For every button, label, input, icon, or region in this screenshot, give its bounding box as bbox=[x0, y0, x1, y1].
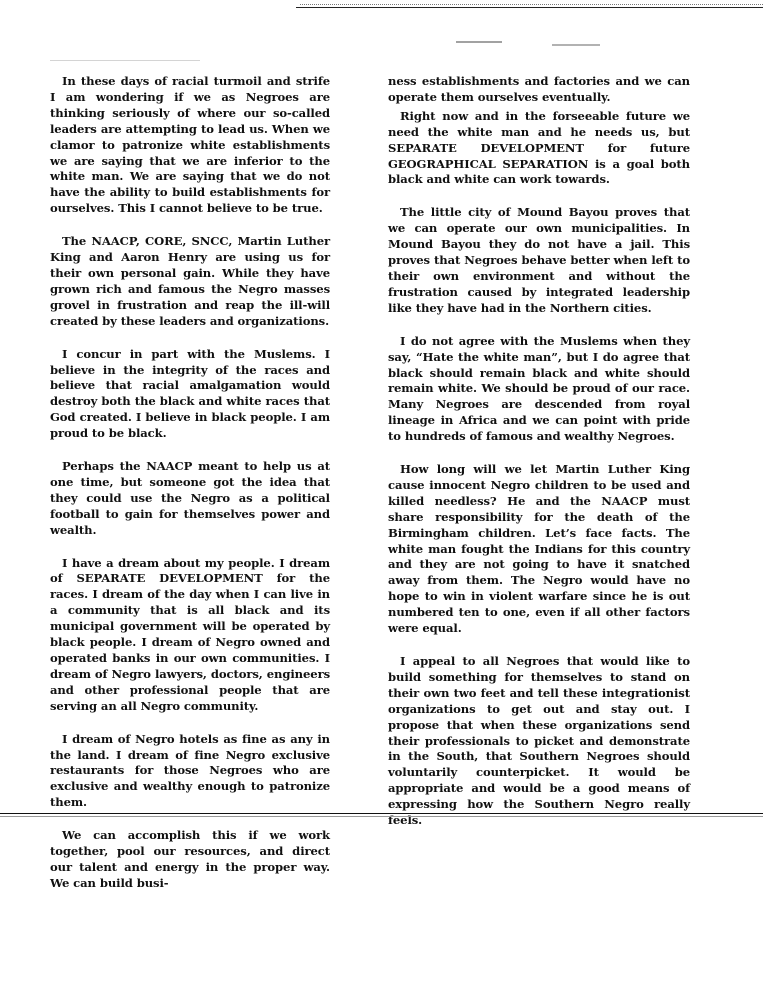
paragraph: ness establishments and factories and we can operate them ourselves eventually. bbox=[388, 74, 690, 104]
paragraph: I do not agree with the Muslems when they say, “Hate the white man”, but I do agree that black should remain black and white should remain white. We should be proud of our race. Many Negroes are descended from royal lineage in Africa and we can point with pride to hundreds of famous and wealthy Negroes. bbox=[388, 333, 690, 444]
paragraph: I appeal to all Negroes that would like to build something for themselves to stand on their own two feet and tell these integrationist organizations to get out and stay out. I propose that when these organizations send their professionals to picket and demonstrate in the South, that Southern Negroes should voluntarily counterpicket. It would be appropriate and would be a good means of expressing how the Southern Negro really feels. bbox=[388, 654, 690, 828]
bottom-rule bbox=[0, 813, 763, 814]
scan-mark bbox=[552, 44, 600, 46]
top-dotted-rule bbox=[300, 4, 763, 5]
paragraph: Perhaps the NAACP meant to help us at one time, but someone got the idea that they could use the Negro as a political football to gain for themselves power and wealth. bbox=[50, 459, 330, 537]
paragraph: In these days of racial turmoil and strife I am wondering if we as Negroes are thinking seriously of where our so-called leaders are attempting to lead us. When we clamor to patronize white establishments we are saying that we are inferior to the white man. We are saying that we do not have the ability to build establishments for ourselves. This I cannot believe to be true. bbox=[50, 74, 330, 216]
paragraph: Right now and in the forseeable future we need the white man and he needs us, but SEPARATE DEVELOPMENT for future GEOGRAPHICAL SEPARATION is a goal both black and white can work towards. bbox=[388, 108, 690, 187]
right-column bbox=[388, 74, 690, 846]
top-rule bbox=[296, 7, 763, 8]
paragraph: We can accomplish this if we work together, pool our resources, and direct our talent and energy in the proper way. We can build busi- bbox=[50, 828, 330, 890]
paragraph: I concur in part with the Muslems. I believe in the integrity of the races and believe that racial amalgamation would destroy both the black and white races that God created. I believe in black people. I am proud to be black. bbox=[50, 346, 330, 441]
paragraph: The NAACP, CORE, SNCC, Martin Luther King and Aaron Henry are using us for their own personal gain. While they have grown rich and famous the Negro masses grovel in frustration and reap the ill-will created by these leaders and organizations. bbox=[50, 234, 330, 328]
paragraph: I dream of Negro hotels as fine as any in the land. I dream of fine Negro exclusive restaurants for those Negroes who are exclusive and wealthy enough to patronize them. bbox=[50, 731, 330, 810]
paragraph: I have a dream about my people. I dream of SEPARATE DEVELOPMENT for the races. I dream of the day when I can live in a community that is all black and its municipal government will be operated by black people. I dream of Negro owned and operated banks in our own communities. I dream of Negro lawyers, doctors, engineers and other professional people that are serving an all Negro community. bbox=[50, 555, 330, 713]
scan-mark bbox=[456, 41, 502, 43]
paragraph: The little city of Mound Bayou proves that we can operate our own municipalities. In Mound Bayou they do not have a jail. This proves that Negroes behave better when left to their own environment and without the frustration caused by integrated leadership like they have had in the Northern cities. bbox=[388, 205, 690, 315]
scan-mark bbox=[50, 60, 200, 61]
left-column bbox=[50, 74, 330, 909]
bottom-rule-shadow bbox=[0, 816, 763, 817]
paragraph: How long will we let Martin Luther King cause innocent Negro children to be used and killed needless? He and the NAACP must share responsibility for the death of the Birmingham children. Let’s face facts. The white man fought the Indians for this country and they are not going to have it snatched away from them. The Negro would have no hope to win in violent warfare since he is out numbered ten to one, even if all other factors were equal. bbox=[388, 462, 690, 636]
